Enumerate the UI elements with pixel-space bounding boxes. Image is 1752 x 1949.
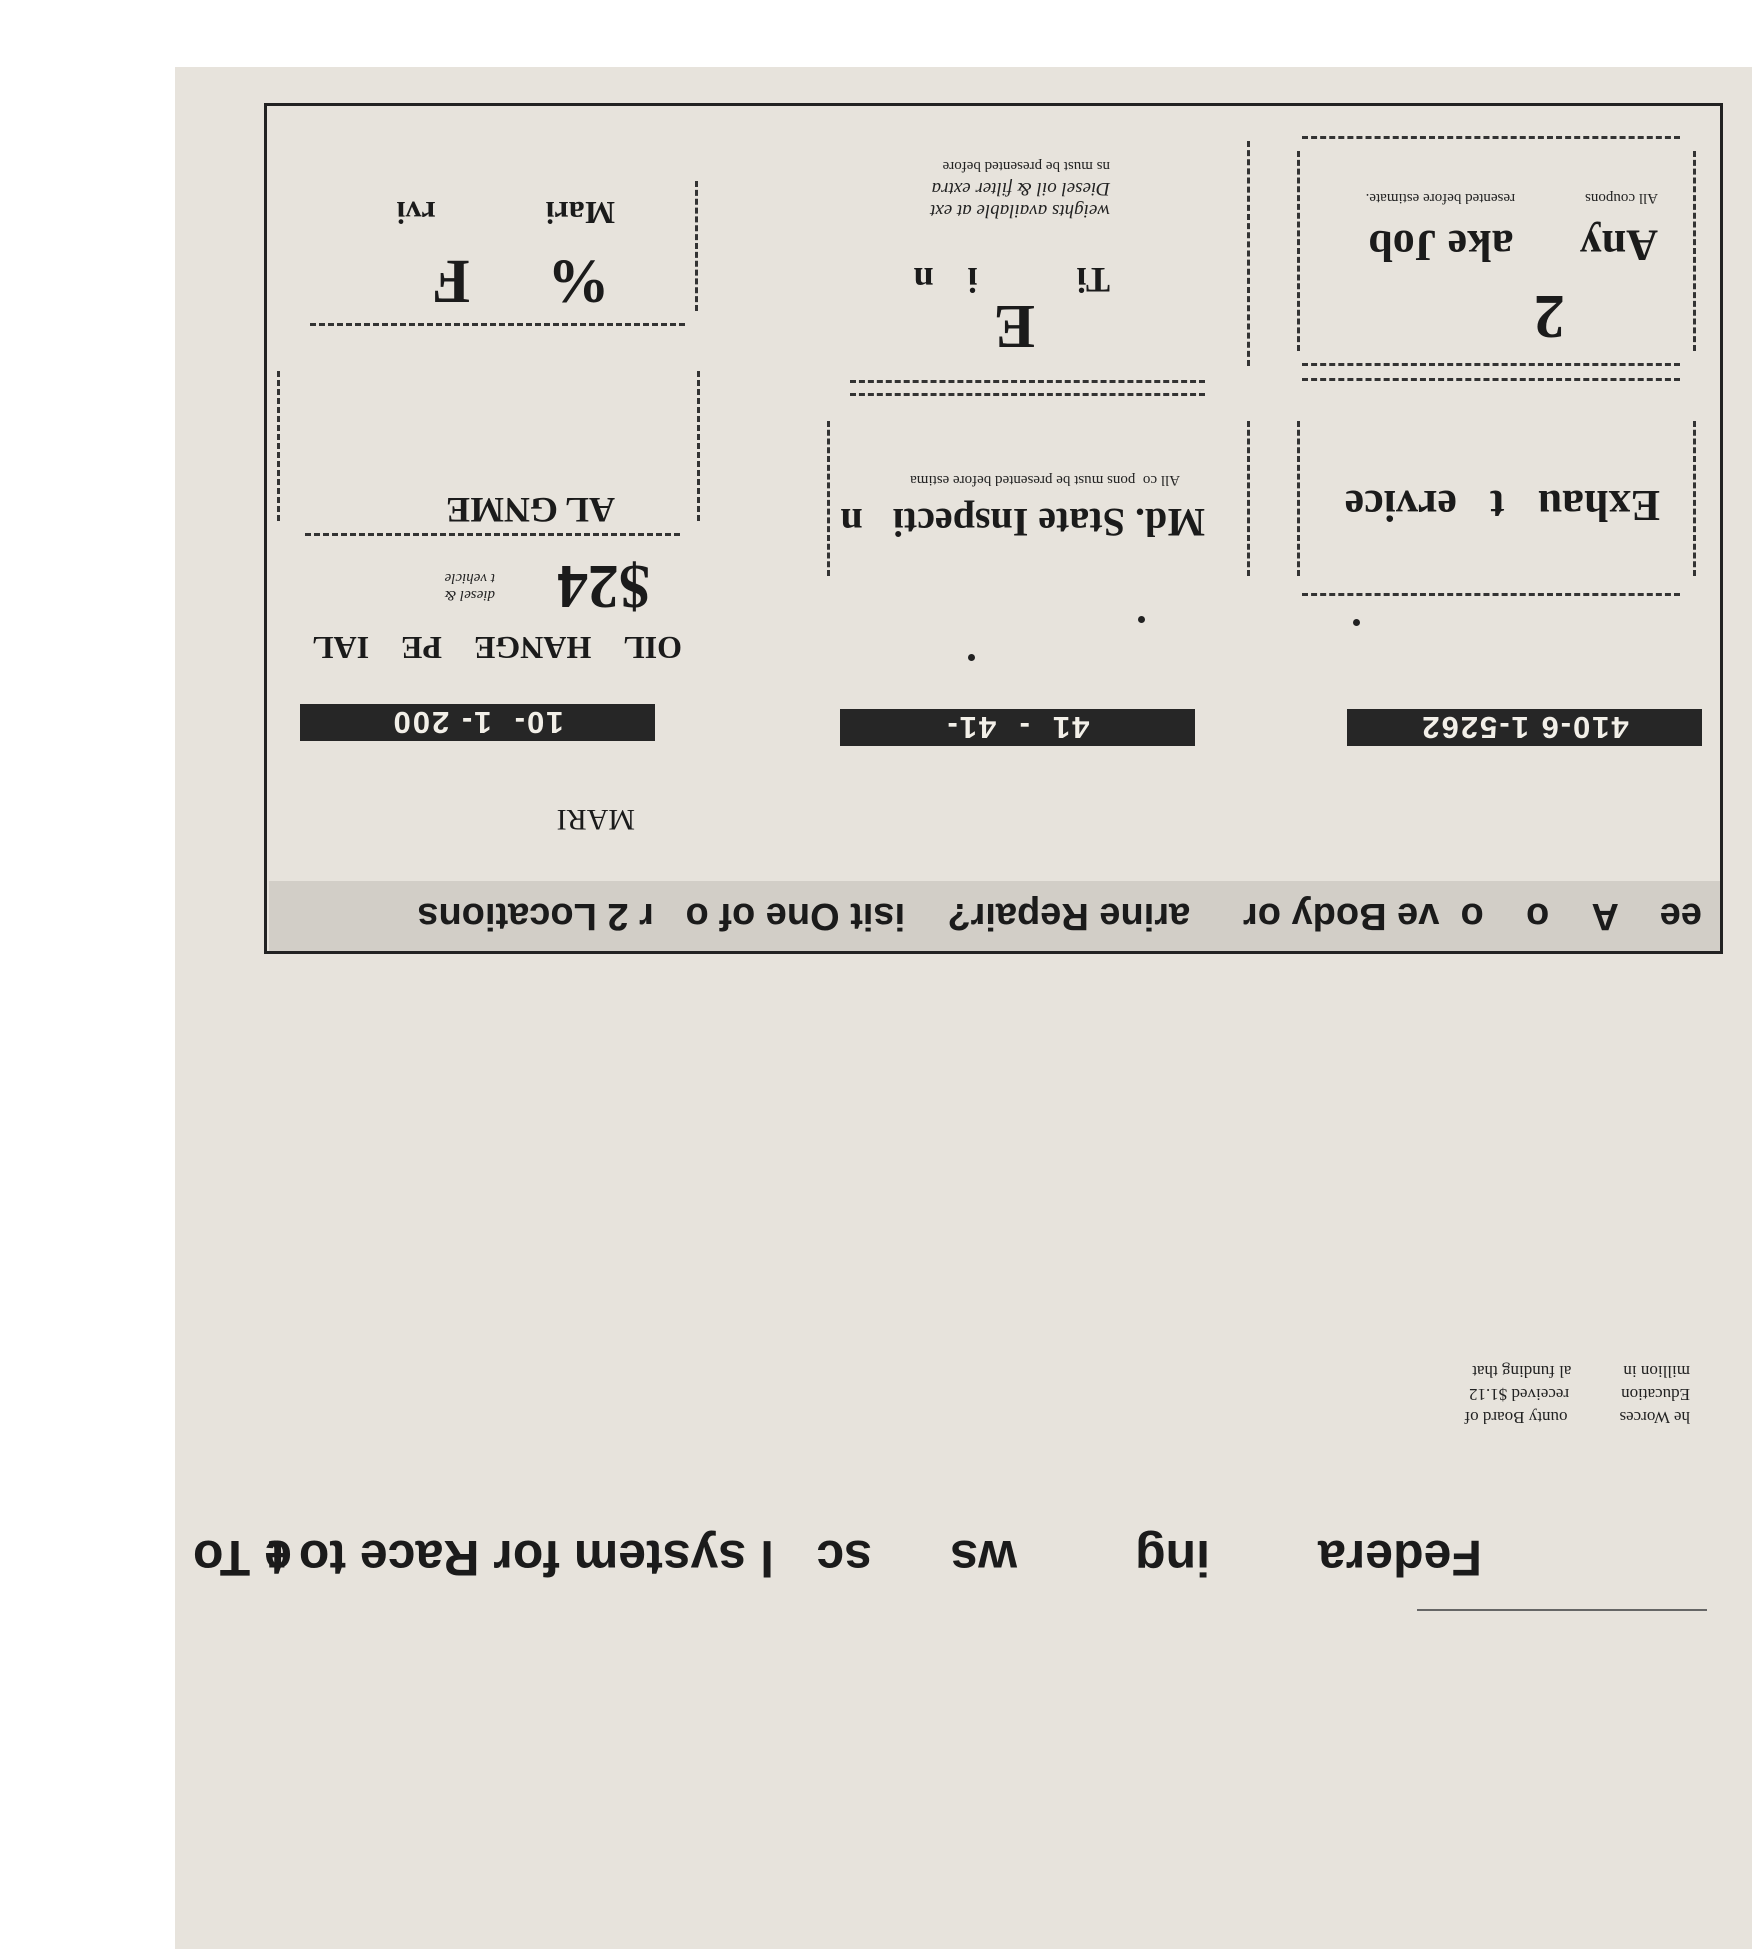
coupon-percent: %	[548, 247, 610, 315]
phone-number: 41 - 41-	[840, 709, 1195, 746]
headline-word: l system for Race to t	[268, 1530, 774, 1586]
coupon-big-number: 2	[1534, 282, 1565, 350]
bullet	[1138, 616, 1145, 623]
coupon-fine-print: All couponsresented before estimate.	[1365, 190, 1658, 206]
coupon-fine-print: diesel & t vehicle	[444, 570, 495, 603]
coupon-border	[1302, 378, 1680, 381]
coupon-price: $24	[557, 552, 650, 620]
coupon-border	[697, 371, 700, 521]
coupon-border	[1297, 151, 1300, 351]
coupon-border	[1247, 421, 1250, 576]
headline-rule	[1417, 1609, 1707, 1611]
headline	[182, 1517, 1482, 1587]
headline-word: e To	[192, 1530, 292, 1586]
article-line: million inal funding that	[1472, 1362, 1690, 1381]
bullet	[1353, 619, 1360, 626]
headline-word: ing	[1135, 1530, 1210, 1586]
coupon-border	[1247, 141, 1250, 366]
coupon-border	[1302, 593, 1680, 596]
coupon-fine-print: Marirvi	[396, 195, 615, 231]
coupon-border	[695, 181, 698, 311]
article-body	[1390, 1360, 1690, 1429]
bullet	[968, 654, 975, 661]
phone-number: 410-6 1-5262	[1347, 709, 1702, 746]
coupon-big-letter: E	[993, 292, 1035, 360]
location-name: MARI	[556, 803, 635, 836]
coupon-border	[850, 380, 1205, 383]
page-content-upside-down	[175, 67, 1752, 1949]
headline-word: sc	[816, 1530, 872, 1586]
coupon-border	[277, 371, 280, 521]
coupon-border	[827, 421, 830, 576]
headline-word: ws	[950, 1530, 1017, 1586]
coupon-title: Any ake Job	[1368, 221, 1658, 270]
article-line: he Worcesounty Board of	[1464, 1408, 1690, 1427]
repair-ad	[264, 103, 1723, 954]
coupon-border	[1297, 421, 1300, 576]
coupon-border	[310, 323, 685, 326]
coupon-border	[1693, 151, 1696, 351]
headline-word: Federa	[1318, 1530, 1482, 1586]
coupon-title: F	[432, 247, 470, 315]
phone-number: 10- 1- 200	[300, 704, 655, 741]
coupon-border	[850, 393, 1205, 396]
coupon-border	[305, 533, 680, 536]
coupon-border	[1302, 363, 1680, 366]
coupon-fine-print: All co pons must be presented before estima	[910, 472, 1180, 488]
coupon-title: Md. State Inspecti n	[840, 500, 1205, 545]
coupon-title: Exhau t ervice	[1344, 481, 1660, 530]
ad-banner: ee A o o ve Body or arine Repair? isit One of o r 2 Locations	[269, 881, 1720, 951]
coupon-border	[1693, 421, 1696, 576]
coupon-title: Ti i n	[913, 260, 1110, 300]
coupon-fine-print: weights available at ext Diesel oil & filter extra ns must be presented before	[930, 158, 1110, 221]
article-line: Educationreceived $1.12	[1469, 1385, 1690, 1404]
newspaper-page	[175, 67, 1752, 1949]
coupon-title: AL GNME	[445, 490, 615, 530]
coupon-border	[1302, 136, 1680, 139]
coupon-title: OIL HANGE PE IAL	[312, 630, 682, 666]
